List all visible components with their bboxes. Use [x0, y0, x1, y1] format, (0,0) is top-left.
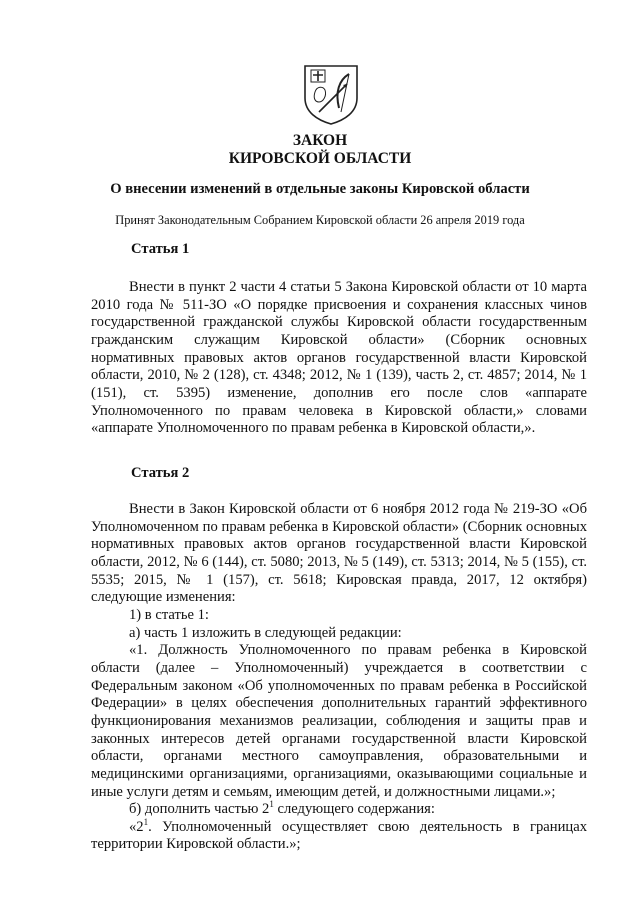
article-2-body	[91, 501, 587, 854]
article-2-paragraph-2: 1) в статье 1:	[129, 606, 209, 623]
article-2-paragraph-6: «$2^1$. Уполномоченный осуществляет свою деятельность в границах территории Кировской области.»;	[91, 816, 587, 853]
article-2-paragraph-3: а) часть 1 изложить в следующей редакции:	[129, 624, 402, 641]
article-2-paragraph-1: Внести в Закон Кировской области от 6 ноября 2012 года № 219-ЗО «Об Уполномоченном по правам ребенка в Кировской области» (Сборник основных нормативных правовых актов органов государственной власти Кировской области, 2012, № 6 (144), ст. 5080; 2013, № 5 (149), ст. 5313; 2014, № 5 (155), ст. 5535; 2015, № 1 (157), ст. 5618; Кировская правда, 2017, 12 октября) следующие изменения:	[91, 501, 587, 606]
article-1-body	[91, 279, 587, 438]
article-2-paragraph-5: б) дополнить частью $2^1$ следующего содержания:	[129, 799, 435, 818]
law-title: ЗАКОН	[292, 132, 348, 149]
article-1-paragraph: Внести в пункт 2 части 4 статьи 5 Закона Кировской области от 10 марта 2010 года № 511-ЗО «О порядке присвоения и сохранения классных чинов государственной гражданской службы Кировской области государственным гражданским служащим Кировской области» (Сборник основных нормативных правовых актов органов государственной власти Кировской области, 2010, № 2 (128), ст. 4348; 2012, № 1 (139), часть 2, ст. 4857; 2014, № 1 (151), ст. 5395) изменение, дополнив его после слов «аппарате Уполномоченного по правам человека в Кировской области,» словами «аппарате Уполномоченного по правам ребенка в Кировской области,».	[91, 279, 587, 437]
kirov-coat-of-arms-icon	[301, 62, 361, 126]
adoption-note: Принят Законодательным Собранием Кировской области 26 апреля 2019 года	[115, 213, 525, 227]
article-2-heading: Статья 2	[131, 465, 190, 481]
article-2-paragraph-4: «1. Должность Уполномоченного по правам ребенка в Кировской области (далее – Уполномоченный) учреждается в соответствии с Федеральным законом «Об уполномоченных по правам ребенка в Российской Федерации» в целях обеспечения дополнительных гарантий эффективного функционирования механизмов реализации, соблюдения и защиты прав и законных интересов детей органами государственной власти Кировской области, органами местного самоуправления, образовательными и медицинскими организациями, организациями, оказывающими социальные и иные услуги детям и семьям, имеющим детей, и должностными лицами.»;	[91, 642, 587, 800]
law-title-region: КИРОВСКОЙ ОБЛАСТИ	[228, 150, 412, 167]
law-subject: О внесении изменений в отдельные законы Кировской области	[110, 181, 530, 197]
article-1-heading: Статья 1	[131, 241, 190, 257]
